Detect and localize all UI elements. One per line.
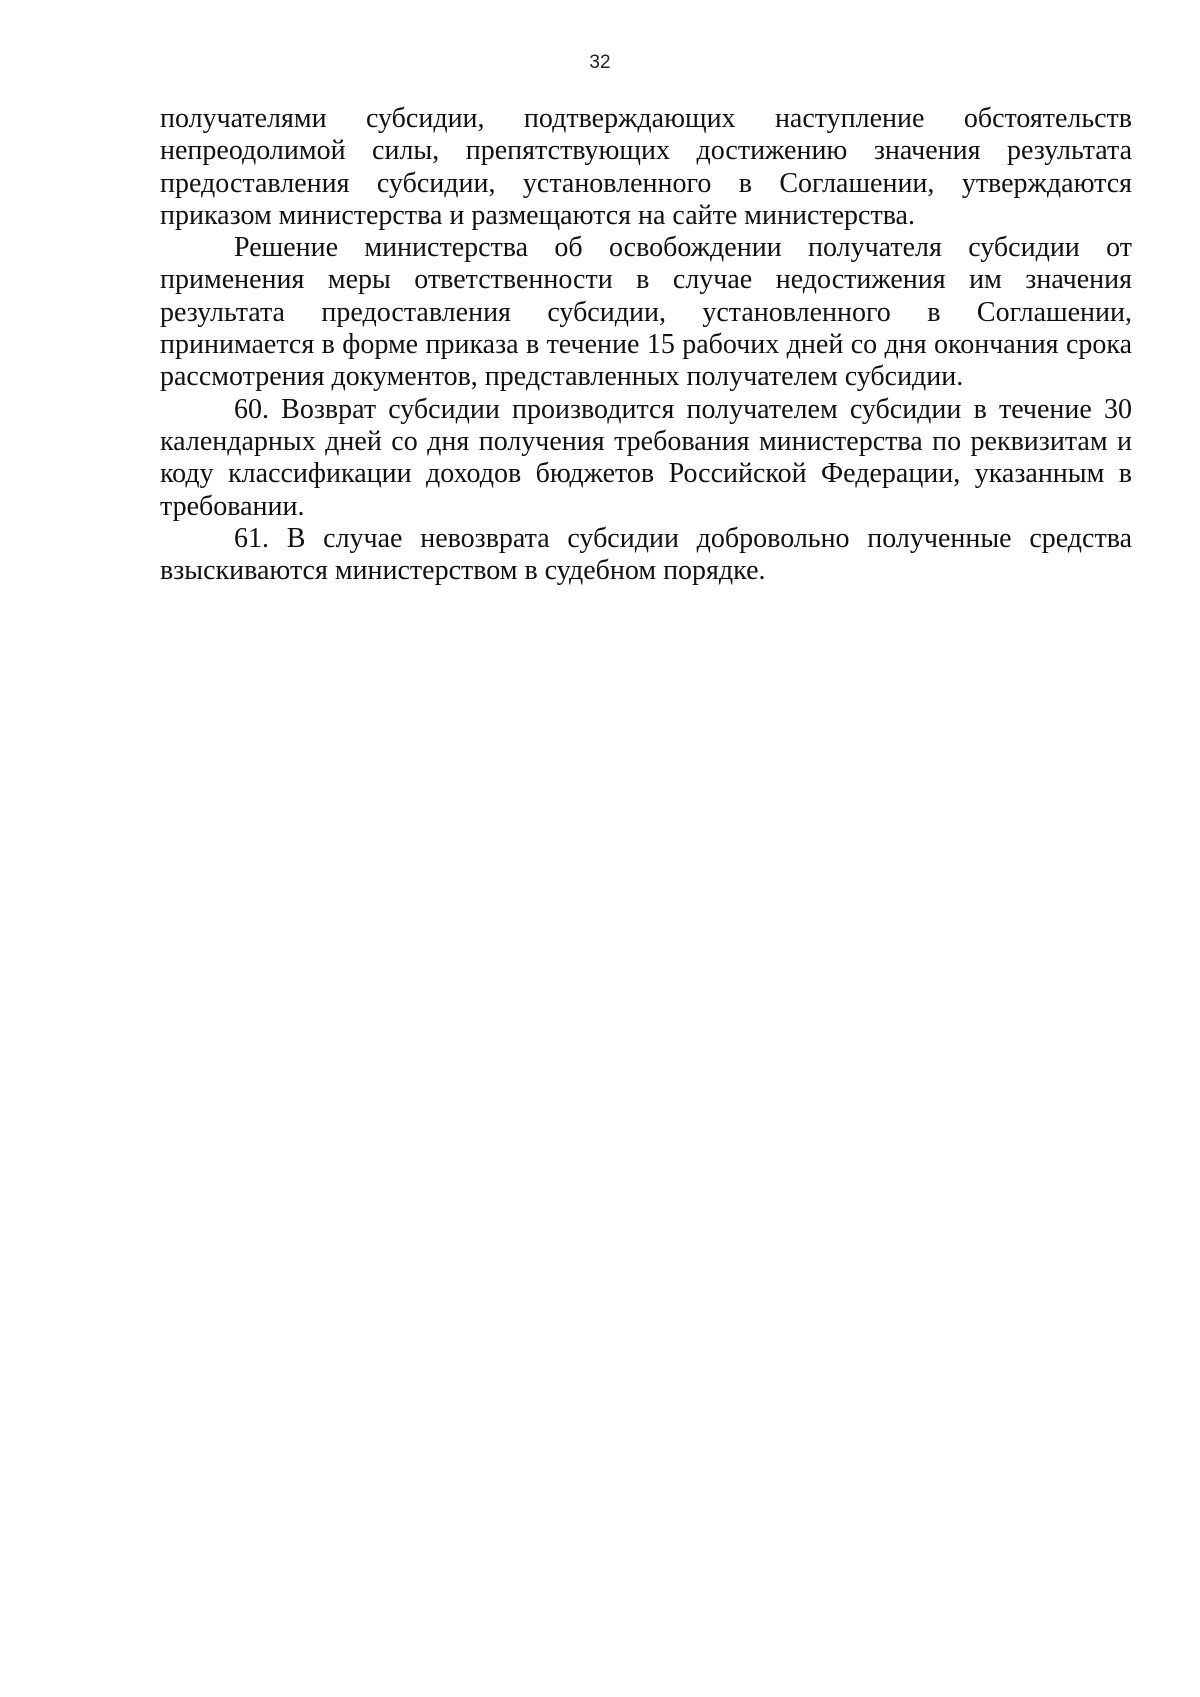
document-body	[160, 103, 1132, 587]
paragraph-continuation: получателями субсидии, подтверждающих наступление обстоятельств непреодолимой силы, препятствующих достижению значения результата предоставления субсидии, установленного в Соглашении, утверждаются приказом министерства и размещаются на сайте министерства.	[160, 103, 1132, 231]
page-number: 32	[589, 52, 611, 73]
paragraph-61-recovery: 61. В случае невозврата субсидии добровольно полученные средства взыскиваются министерством в судебном порядке.	[160, 522, 1132, 587]
paragraph-60-subsidy-return: 60. Возврат субсидии производится получателем субсидии в течение 30 календарных дней со дня получения требования министерства по реквизитам и коду классификации доходов бюджетов Российской Федерации, указанным в требовании.	[160, 393, 1132, 522]
paragraph-exemption-decision: Решение министерства об освобождении получателя субсидии от применения меры ответственности в случае недостижения им значения результата предоставления субсидии, установленного в Соглашении, принимается в форме приказа в течение 15 рабочих дней со дня окончания срока рассмотрения документов, представленных получателем субсидии.	[160, 232, 1132, 393]
